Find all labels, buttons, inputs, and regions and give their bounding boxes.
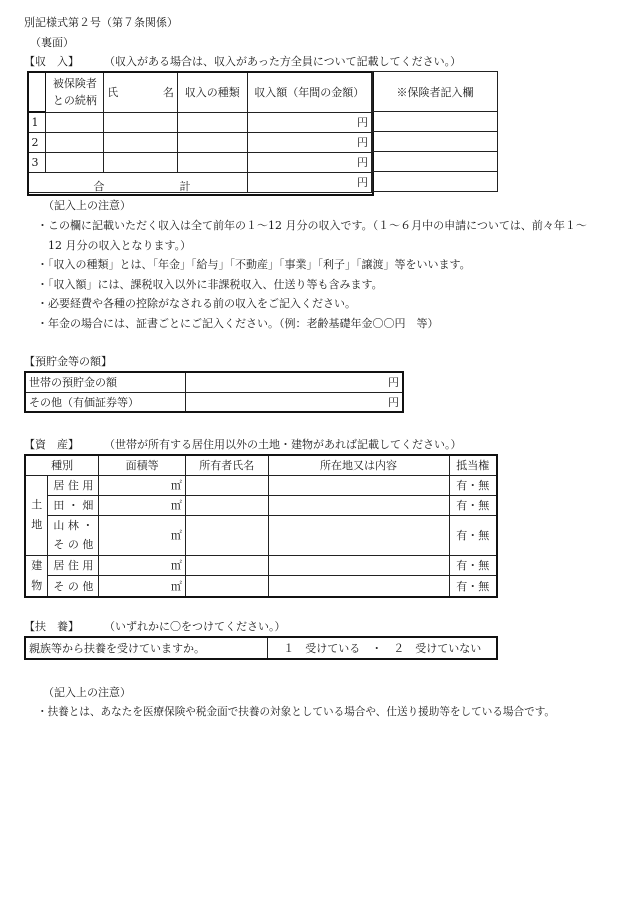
name-cell[interactable]	[104, 132, 178, 152]
amount-cell[interactable]: 円	[247, 152, 371, 172]
notes2-title: （記入上の注意）	[43, 686, 131, 699]
col-owner: 所有者氏名	[185, 455, 268, 475]
note-line: ・「収入額」には、課税収入以外に非課税収入、仕送り等も含みます。	[37, 277, 383, 291]
col-name-part2: 名	[162, 86, 174, 99]
building-label	[25, 555, 48, 597]
area-cell[interactable]: ㎡	[99, 515, 186, 555]
asset-kind: 田 ・ 畑	[48, 495, 99, 515]
other-assets-amount-cell[interactable]: 円	[185, 392, 403, 412]
insurer-table	[372, 71, 498, 192]
support-instruction: （いずれかに〇をつけてください。）	[104, 620, 286, 633]
insurer-cell	[373, 172, 498, 192]
income-type-cell[interactable]	[177, 112, 247, 132]
amount-cell[interactable]: 円	[247, 132, 371, 152]
land-label-char1: 土	[31, 498, 43, 511]
note-line: ・必要経費や各種の控除がなされる前の収入をご記入ください。	[37, 297, 356, 310]
insurer-cell	[373, 132, 498, 152]
owner-cell[interactable]	[185, 475, 268, 495]
owner-cell[interactable]	[185, 515, 268, 555]
location-cell[interactable]	[268, 576, 449, 597]
col-income-amount: 収入額（年間の金額）	[247, 72, 371, 112]
assets-heading: 【資 産】	[24, 438, 79, 451]
income-notes	[37, 216, 587, 333]
income-row-2	[28, 132, 372, 152]
income-heading: 【収 入】	[24, 55, 79, 68]
land-label-char2: 地	[31, 518, 43, 531]
mortgage-cell[interactable]: 有・無	[449, 576, 497, 597]
note-line: 12 月分の収入となります。）	[37, 238, 192, 252]
name-cell[interactable]	[104, 112, 178, 132]
insurer-cell	[373, 112, 498, 132]
asset-kind-line1: 山 林 ・	[53, 519, 94, 532]
mortgage-cell[interactable]: 有・無	[449, 515, 497, 555]
savings-table	[24, 371, 404, 413]
area-cell[interactable]: ㎡	[99, 576, 186, 597]
income-type-cell[interactable]	[177, 152, 247, 172]
mortgage-cell[interactable]: 有・無	[449, 555, 497, 576]
col-name	[104, 72, 178, 112]
area-cell[interactable]: ㎡	[99, 495, 186, 515]
note-line: ・この欄に記載いただく収入は全て前年の１～12 月分の収入です。（１～６月中の申請については、前々年１～	[37, 219, 587, 232]
income-instruction: （収入がある場合は、収入があった方全員について記載してください。）	[104, 55, 462, 68]
amount-cell[interactable]: 円	[247, 112, 371, 132]
note-line: ・「収入の種類」とは、「年金」「給与」「不動産」「事業」「利子」「譲渡」等をいいます。	[37, 258, 471, 271]
total-amount-cell[interactable]: 円	[247, 172, 371, 192]
asset-kind: そ の 他	[48, 576, 99, 597]
mortgage-cell[interactable]: 有・無	[449, 495, 497, 515]
asset-kind: 居 住 用	[48, 555, 99, 576]
notes-title: （記入上の注意）	[43, 199, 131, 212]
support-note: ・扶養とは、あなたを医療保険や税金面で扶養の対象としている場合や、仕送り援助等をしている場合です。	[37, 706, 556, 718]
income-total-row	[28, 172, 372, 192]
savings-amount-cell[interactable]: 円	[185, 372, 403, 392]
total-label-part1: 合	[93, 179, 105, 193]
form-title: 別記様式第２号（第７条関係）	[24, 16, 178, 29]
col-area: 面積等	[99, 455, 186, 475]
row-number: 1	[28, 112, 46, 132]
owner-cell[interactable]	[185, 555, 268, 576]
asset-kind-line2: そ の 他	[53, 538, 94, 551]
col-income-type: 収入の種類	[177, 72, 247, 112]
total-label-part2: 計	[179, 179, 191, 193]
assets-table	[24, 454, 498, 598]
row-number: 3	[28, 152, 46, 172]
col-insurer: ※保険者記入欄	[373, 72, 498, 112]
owner-cell[interactable]	[185, 576, 268, 597]
relation-cell[interactable]	[46, 112, 104, 132]
support-question: 親族等から扶養を受けていますか。	[25, 637, 268, 659]
name-cell[interactable]	[104, 152, 178, 172]
income-corner-cell	[28, 72, 46, 112]
col-relation	[46, 72, 104, 112]
building-label-char2: 物	[31, 578, 43, 592]
assets-instruction: （世帯が所有する居住用以外の土地・建物があれば記載してください。）	[104, 438, 462, 451]
location-cell[interactable]	[268, 495, 449, 515]
insurer-cell	[373, 152, 498, 172]
income-header-row	[28, 72, 372, 112]
income-type-cell[interactable]	[177, 132, 247, 152]
other-assets-label: その他（有価証券等）	[25, 392, 185, 412]
note-line: ・年金の場合には、証書ごとにご記入ください。（例：老齢基礎年金〇〇円 等）	[37, 316, 439, 330]
income-row-3	[28, 152, 372, 172]
col-relation-line1: 被保険者	[52, 77, 97, 90]
col-location: 所在地又は内容	[268, 455, 449, 475]
owner-cell[interactable]	[185, 495, 268, 515]
col-name-part1: 氏	[107, 86, 119, 99]
total-label	[28, 172, 247, 192]
area-cell[interactable]: ㎡	[99, 475, 186, 495]
support-heading: 【扶 養】	[24, 620, 79, 633]
row-number: 2	[28, 132, 46, 152]
savings-heading: 【預貯金等の額】	[24, 355, 112, 368]
support-table	[24, 636, 498, 660]
relation-cell[interactable]	[46, 132, 104, 152]
building-label-char1: 建	[31, 558, 43, 572]
income-table	[27, 71, 372, 193]
land-label	[25, 475, 48, 555]
support-options[interactable]: １ 受けている ・ ２ 受けていない	[268, 637, 497, 659]
income-row-1	[28, 112, 372, 132]
col-mortgage: 抵当権	[449, 455, 497, 475]
area-cell[interactable]: ㎡	[99, 555, 186, 576]
col-relation-line2: との続柄	[52, 94, 97, 107]
relation-cell[interactable]	[46, 152, 104, 172]
location-cell[interactable]	[268, 475, 449, 495]
mortgage-cell[interactable]: 有・無	[449, 475, 497, 495]
location-cell[interactable]	[268, 555, 449, 576]
side-label: （裏面）	[30, 36, 74, 49]
asset-kind: 居 住 用	[48, 475, 99, 495]
savings-label: 世帯の預貯金の額	[25, 372, 185, 392]
col-kind: 種別	[25, 455, 99, 475]
location-cell[interactable]	[268, 515, 449, 555]
asset-kind-other	[48, 515, 99, 555]
